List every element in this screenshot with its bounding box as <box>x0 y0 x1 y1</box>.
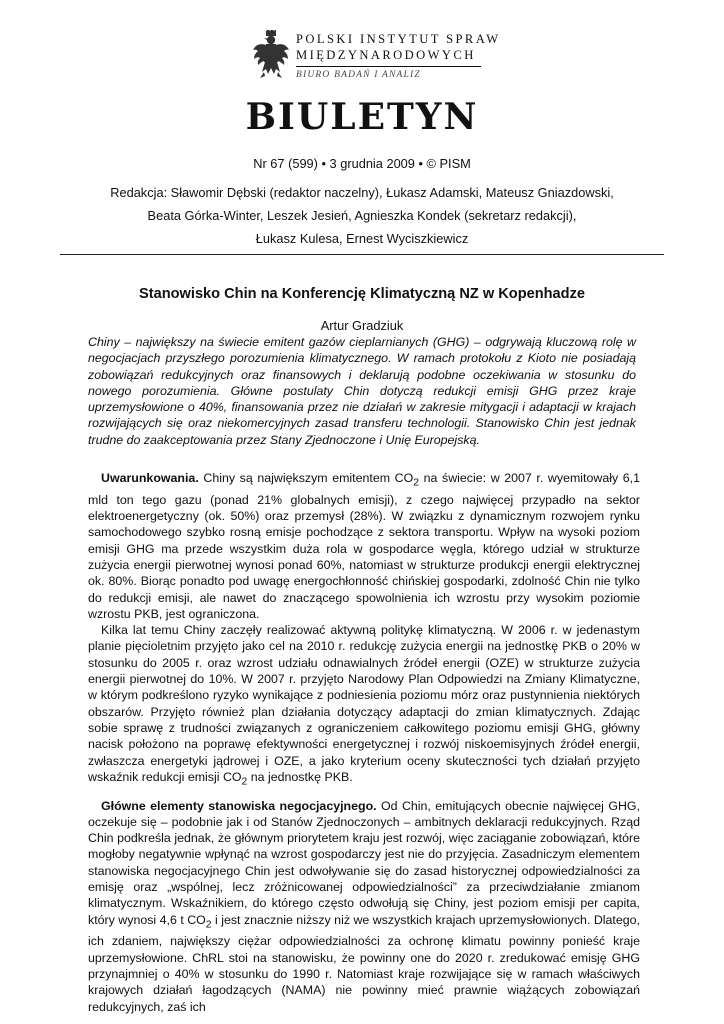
header-divider <box>296 66 481 67</box>
editors-line: Beata Górka-Winter, Leszek Jesień, Agnieszka Kondek (sekretarz redakcji), <box>147 208 577 223</box>
paragraph <box>88 622 640 790</box>
institute-name-line2: MIĘDZYNARODOWYCH <box>296 48 476 62</box>
section-heading: Główne elementy stanowiska negocjacyjnego. <box>101 798 377 813</box>
article-author: Artur Gradziuk <box>320 318 404 333</box>
paragraph-text: na jednostkę PKB. <box>247 769 353 784</box>
editors-line: Łukasz Kulesa, Ernest Wyciszkiewicz <box>255 231 469 246</box>
subscript: 2 <box>241 776 248 788</box>
editorial-board <box>80 181 644 250</box>
paragraph <box>88 798 640 1015</box>
paragraph-text: Chiny są największym emitentem CO <box>198 471 414 485</box>
editors-line: Redakcja: Sławomir Dębski (redaktor naczelny), Łukasz Adamski, Mateusz Gniazdowski, <box>110 185 614 200</box>
paragraph-text: na świecie: w 2007 r. wyemitowały 6,1 mld ton tego gazu (ponad 21% globalnych emisji), z czego najwięcej przypadło na sektor elektroenergetyczny (ok. 50%) oraz przemysł (28%). W związku z dynamicznym rozwojem rynku samochodowego szybko rosną emisje pochodzące z sektora transportu. Wpływ na wysoki poziom emisji GHG ma przede wszystkim duża rola w gospodarce węgla, którego udział w strukturze zużycia energii pierwotnej wynosi ponad 60%, natomiast w strukturze produkcji energii elektrycznej ok. 80%. Biorąc ponadto pod uwagę energochłonność chińskiej gospodarki, zdolność Chin nie tylko do redukcji emisji, ale nawet do znaczącego spowolnienia ich wzrostu przy wysokim poziomie wzrostu PKB, jest ograniczona. <box>88 471 640 621</box>
paragraph-text: i jest znacznie niższy niż we wszystkich krajach uprzemysłowionych. Dlatego, ich zdaniem, największy ciężar odpowiedzialności za ochronę klimatu powinny ponieść kraje uprzemysłowione. ChRL stoi na stanowisku, że powinny one do 2020 r. zredukować emisję GHG przynajmniej o 40% w stosunku do 1990 r. Natomiast kraje rozwijające się w ramach właściwych krajowych działań łagodzących (NAMA) nie powinny mieć prawnie wiążących zobowiązań redukcyjnych, zaś ich <box>88 912 640 1014</box>
article-abstract: Chiny – największy na świecie emitent gazów cieplarnianych (GHG) – odgrywają kluczową rolę w negocjacjach przyszłego porozumienia klimatycznego. W ramach protokołu z Kioto nie posiadają zobowiązań redukcyjnych oraz finansowych i deklarują podobne oczekiwania w stosunku do nowego porozumienia. Główne postulaty Chin dotyczą redukcji emisji GHG przez kraje uprzemysłowione o 40%, finansowania przez nie działań w zakresie mitygacji i adaptacji w krajach rozwijających się oraz niekomercyjnych zasad transferu technologii. Stanowisko Chin jest jednak trudne do zaakceptowania przez Stany Zjednoczone i Unię Europejską. <box>88 335 636 447</box>
paragraph <box>88 470 640 622</box>
article-title: Stanowisko Chin na Konferencję Klimatyczną NZ w Kopenhadze <box>139 286 585 302</box>
institute-subtitle: BIURO BADAŃ I ANALIZ <box>296 70 421 80</box>
subscript: 2 <box>413 477 420 489</box>
paragraph-text: Kilka lat temu Chiny zaczęły realizować aktywną politykę klimatyczną. W 2006 r. w jedenastym planie pięcioletnim przyjęto jako cel na 2010 r. redukcję zużycia energii na jednostkę PKB o 20% w stosunku do 2005 r. oraz wzrost udziału odnawialnych źródeł energii (OZE) w strukturze zużycia energii pierwotnej do 10%. W 2007 r. przyjęto Narodowy Plan Odpowiedzi na Zmiany Klimatyczne, w którym podkreślono ryzyko wynikające z podniesienia poziomu mórz oraz pustynnienia niektórych obszarów. Przyjęto również plan działania dotyczący adaptacji do zmian klimatycznych. Zdając sobie sprawę z trudności związanych z ograniczeniem całkowitego poziomu emisji GHG, główny nacisk położono na poprawę efektywności energetycznej i rozwój niskoemisyjnych źródeł energii, zwłaszcza energetyki jądrowej i OZE, a jako kryterium oceny skuteczności tych działań przyjęto wskaźnik redukcji emisji CO <box>88 623 640 784</box>
issue-info: Nr 67 (599) • 3 grudnia 2009 • © PISM <box>253 156 471 171</box>
eagle-emblem-icon <box>252 30 290 80</box>
article-body <box>88 470 640 1015</box>
masthead-title: BIULETYN <box>245 96 479 138</box>
subscript: 2 <box>205 919 212 931</box>
institute-header <box>252 30 501 92</box>
section-divider <box>60 254 664 255</box>
paragraph-text: Od Chin, emitujących obecnie najwięcej GHG, oczekuje się – podobnie jak i od Stanów Zjednoczonych – ambitnych deklaracji redukcyjnych. Rząd Chin podkreśla jednak, że głównym priorytetem kraju jest rozwój, więc zaciąganie zobowiązań, które mogłoby negatywnie wpłynąć na wzrost gospodarczy jest nie do przyjęcia. Zasadniczym elementem stanowiska negocjacyjnego Chin jest odwoływanie się do zasad historycznej odpowiedzialności za emisję oraz „wspólnej, lecz zróżnicowanej odpowiedzialności” za przeciwdziałanie zmianom klimatycznym. Wskaźnikiem, do którego często odwołują się Chiny, jest poziom emisji per capita, który wynosi 4,6 t CO <box>88 798 640 927</box>
institute-name-line1: POLSKI INSTYTUT SPRAW <box>296 32 501 46</box>
section-heading: Uwarunkowania. <box>101 471 199 485</box>
